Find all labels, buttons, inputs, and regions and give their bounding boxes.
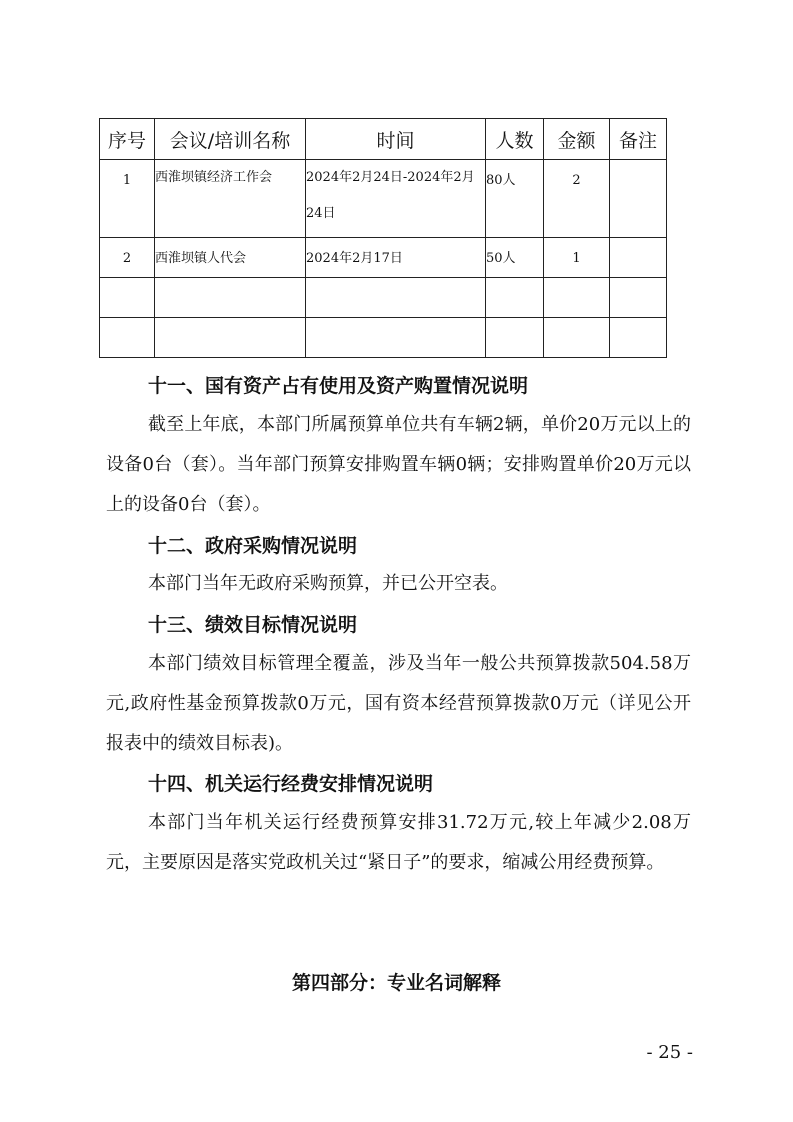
row-index: 2 <box>122 251 132 266</box>
section-body-assets: 截至上年底，本部门所属预算单位共有车辆2辆，单价20万元以上的设备0台（套）。当年部门预算安排购置车辆0辆；安排购置单价20万元以上的设备0台（套）。 <box>106 414 691 515</box>
header-time: 时间 <box>306 119 486 160</box>
header-people: 人数 <box>486 119 544 160</box>
meeting-training-table <box>99 118 667 358</box>
section-title-assets: 十一、国有资产占有使用及资产购置情况说明 <box>148 375 529 397</box>
table-row <box>100 318 667 358</box>
row-name: 西淮坝镇人代会 <box>155 251 247 266</box>
header-amount: 金额 <box>544 119 610 160</box>
row-index: 1 <box>122 173 132 188</box>
row-amount: 1 <box>572 251 581 266</box>
table-row <box>100 238 667 278</box>
header-remarks: 备注 <box>610 119 667 160</box>
section-title-procurement: 十二、政府采购情况说明 <box>148 535 358 557</box>
row-people: 50人 <box>486 251 516 266</box>
section-body-performance: 本部门绩效目标管理全覆盖，涉及当年一般公共预算拨款504.58万元,政府性基金预算拨款0万元，国有资本经营预算拨款0万元（详见公开报表中的绩效目标表)。 <box>106 653 691 754</box>
row-amount: 2 <box>572 173 581 188</box>
page-number: - 25 - <box>646 1042 693 1063</box>
table-row <box>100 278 667 318</box>
row-remarks <box>610 238 666 250</box>
header-index: 序号 <box>100 119 155 160</box>
section-title-operating-costs: 十四、机关运行经费安排情况说明 <box>148 773 434 795</box>
part-title: 第四部分：专业名词解释 <box>291 972 501 994</box>
row-people: 80人 <box>486 173 516 188</box>
header-name: 会议/培训名称 <box>155 119 306 160</box>
section-title-performance: 十三、绩效目标情况说明 <box>148 614 358 636</box>
section-body-procurement: 本部门当年无政府采购预算，并已公开空表。 <box>148 573 508 594</box>
row-time: 2024年2月24日-2024年2月24日 <box>306 170 475 221</box>
table-header-row <box>100 119 667 160</box>
table-row <box>100 160 667 238</box>
section-body-operating-costs: 本部门当年机关运行经费预算安排31.72万元,较上年减少2.08万元，主要原因是落实党政机关过“紧日子”的要求，缩减公用经费预算。 <box>106 812 691 873</box>
row-name: 西淮坝镇经济工作会 <box>155 170 273 185</box>
row-time: 2024年2月17日 <box>306 251 403 266</box>
row-remarks <box>610 160 666 161</box>
